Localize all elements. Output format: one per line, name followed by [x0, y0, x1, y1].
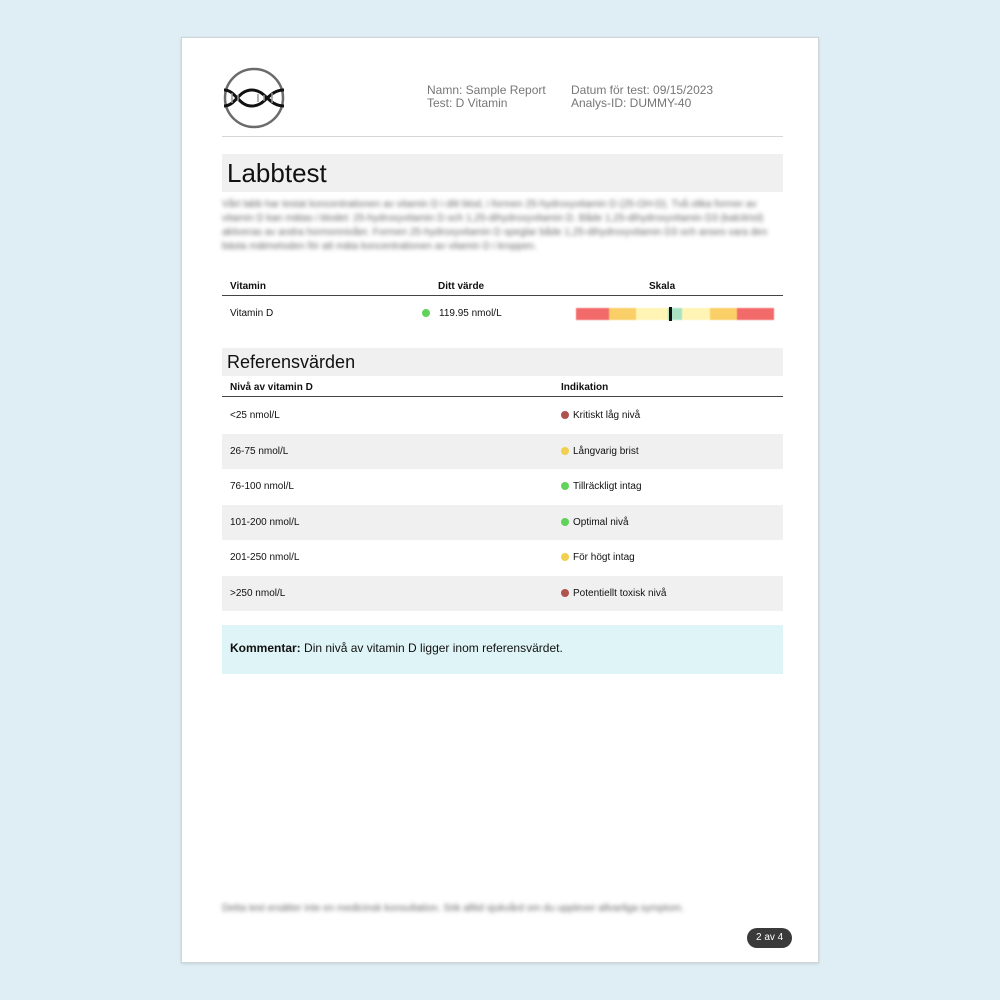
lab-intro-text: Vårt labb har testat koncentrationen av vitamin D i ditt blod, i formen 25-hydroxyvitamin D (25-OH-D). Två olika former av vitamin D kan mätas i blodet: 25-hydroxyvitamin D och 1,25-dihydroxyvitamin D. Både 1,25-dihydroxyvitamin D3 (kalcitriol) aktiveras av andra hormonnivåer. Formen 25-hydroxyvitamin D speglar både 1,25-dihydroxyvitamin D3 och anses vara den bästa mätmetoden för att mäta koncentrationen av vitamin D i kroppen. [222, 199, 768, 252]
results-header-value: Ditt värde [438, 281, 485, 292]
result-scale-bar [576, 308, 774, 320]
results-header-vitamin: Vitamin [230, 281, 266, 292]
analysis-id: Analys-ID: DUMMY-40 [571, 96, 692, 110]
patient-name: Namn: Sample Report [427, 83, 546, 97]
scale-segment [576, 308, 609, 320]
reference-indication: Potentiellt toxisk nivå [573, 587, 667, 599]
reference-header-indication: Indikation [561, 382, 609, 393]
result-vitamin-name: Vitamin D [230, 308, 274, 319]
comment-label: Kommentar: [230, 641, 301, 655]
dna-logo-icon [222, 66, 286, 130]
lab-section-title: Labbtest [222, 154, 783, 192]
scale-segment [609, 308, 637, 320]
reference-level: <25 nmol/L [230, 410, 280, 421]
header-divider [222, 136, 783, 137]
scale-segment [710, 308, 738, 320]
reference-row [222, 434, 783, 470]
reference-header-level: Nivå av vitamin D [230, 382, 313, 393]
test-date: Datum för test: 09/15/2023 [571, 83, 714, 97]
results-table-header [222, 278, 783, 296]
reference-row [222, 505, 783, 541]
reference-row [222, 469, 783, 505]
reference-level: 26-75 nmol/L [230, 445, 289, 457]
results-header-scale: Skala [649, 281, 676, 292]
reference-indication: Tillräckligt intag [573, 481, 642, 492]
scale-segment [682, 308, 710, 320]
result-value: 119.95 nmol/L [439, 308, 502, 319]
scale-segment [636, 308, 668, 320]
reference-row [222, 576, 783, 612]
test-name: Test: D Vitamin [427, 96, 508, 110]
indication-dot [561, 447, 569, 455]
indication-dot [561, 411, 569, 419]
reference-row [222, 540, 783, 576]
page-number-badge: 2 av 4 [747, 928, 792, 948]
result-scale-marker [669, 307, 672, 321]
reference-table-header [222, 379, 783, 397]
reference-level: 101-200 nmol/L [230, 516, 300, 528]
reference-indication: Långvarig brist [573, 445, 639, 457]
reference-indication: Optimal nivå [573, 516, 629, 528]
reference-indication: Kritiskt låg nivå [573, 410, 641, 421]
comment-text: Din nivå av vitamin D ligger inom referensvärdet. [300, 641, 563, 655]
result-status-dot [422, 309, 430, 317]
reference-level: >250 nmol/L [230, 587, 286, 599]
reference-level: 201-250 nmol/L [230, 552, 300, 563]
reference-section-title: Referensvärden [222, 348, 783, 376]
indication-dot [561, 553, 569, 561]
report-meta-right [571, 84, 713, 110]
reference-row [222, 398, 783, 434]
report-page [181, 37, 819, 963]
indication-dot [561, 589, 569, 597]
indication-dot [561, 482, 569, 490]
reference-level: 76-100 nmol/L [230, 481, 294, 492]
indication-dot [561, 518, 569, 526]
footer-disclaimer: Detta test ersätter inte en medicinsk konsultation. Sök alltid sjukvård om du upplever allvarliga symptom. [222, 903, 684, 914]
comment-box [222, 625, 783, 674]
scale-segment [737, 308, 774, 320]
report-meta-left [427, 84, 546, 110]
reference-indication: För högt intag [573, 552, 635, 563]
